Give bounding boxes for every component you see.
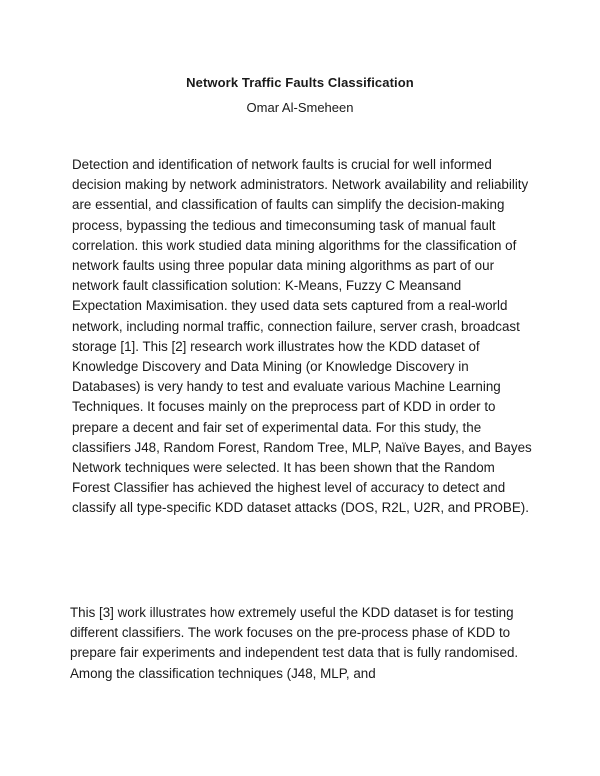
body-paragraph-1: Detection and identification of network faults is crucial for well informed decision making by network administrators. Network availability and reliability are essential, and classification of faults can simplify the decision-making process, bypassing the tedious and timeconsuming task of manual fault correlation. this work studied data mining algorithms for the classification of network faults using three popular data mining algorithms as part of our network fault classification solution: K-Means, Fuzzy C Meansand Expectation Maximisation. they used data sets captured from a real-world network, including normal traffic, connection failure, server crash, broadcast storage [1]. This [2] research work illustrates how the KDD dataset of Knowledge Discovery and Data Mining (or Knowledge Discovery in Databases) is very handy to test and evaluate various Machine Learning Techniques. It focuses mainly on the preprocess part of KDD in order to prepare a decent and fair set of experimental data. For this study, the classifiers J48, Random Forest, Random Tree, MLP, Naïve Bayes, and Bayes Network techniques were selected. It has been shown that the Random Forest Classifier has achieved the highest level of accuracy to detect and classify all type-specific KDD dataset attacks (DOS, R2L, U2R, and PROBE). [72, 157, 532, 516]
body-paragraph-2: This [3] work illustrates how extremely useful the KDD dataset is for testing different classifiers. The work focuses on the pre-process phase of KDD to prepare fair experiments and independent test data that is fully randomised. Among the classification techniques (J48, MLP, and [70, 605, 519, 681]
paper-title: Network Traffic Faults Classification [186, 75, 414, 90]
author-name: Omar Al-Smeheen [246, 100, 354, 115]
